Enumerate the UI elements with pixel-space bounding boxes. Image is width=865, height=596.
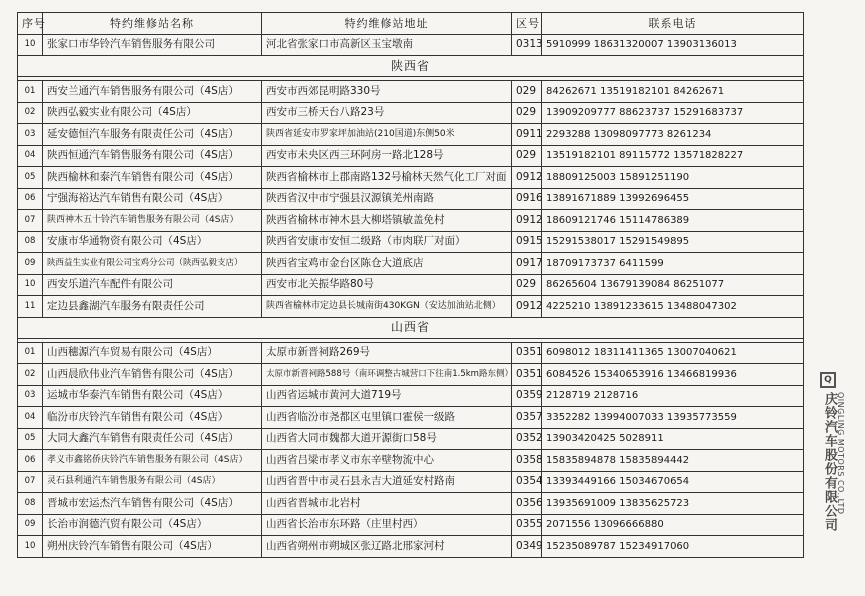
row-seq: 02 bbox=[18, 102, 43, 124]
province-header-shaanxi bbox=[18, 56, 804, 77]
table-row bbox=[18, 407, 804, 429]
row-phone: 18609121746 15114786389 bbox=[542, 210, 804, 232]
row-seq: 06 bbox=[18, 188, 43, 210]
row-seq: 10 bbox=[18, 34, 43, 56]
table-row bbox=[18, 34, 804, 56]
dealer-table bbox=[17, 12, 804, 558]
row-name: 孝义市鑫铭侨庆铃汽车销售服务有限公司（4S店） bbox=[43, 450, 262, 472]
table-row bbox=[18, 296, 804, 318]
table-row bbox=[18, 514, 804, 536]
row-phone: 4225210 13891233615 13488047302 bbox=[542, 296, 804, 318]
row-name: 陕西弘毅实业有限公司（4S店） bbox=[43, 102, 262, 124]
row-address: 陕西省宝鸡市金台区陈仓大道底店 bbox=[262, 253, 512, 275]
row-phone: 13935691009 13835625723 bbox=[542, 493, 804, 515]
table-row bbox=[18, 253, 804, 275]
row-seq: 11 bbox=[18, 296, 43, 318]
row-code: 0351 bbox=[512, 342, 542, 364]
row-seq: 09 bbox=[18, 514, 43, 536]
row-seq: 03 bbox=[18, 124, 43, 146]
header-address: 特约维修站地址 bbox=[262, 13, 512, 35]
header-seq: 序号 bbox=[18, 13, 43, 35]
row-name: 安康市华通物资有限公司（4S店） bbox=[43, 231, 262, 253]
row-code: 0355 bbox=[512, 514, 542, 536]
row-phone: 5910999 18631320007 13903136013 bbox=[542, 34, 804, 56]
row-name: 陕西神木五十铃汽车销售服务有限公司（4S店） bbox=[43, 210, 262, 232]
row-address: 山西省长治市东环路（庄里村西） bbox=[262, 514, 512, 536]
row-address: 陕西省榆林市神木县大柳塔镇敏盖免村 bbox=[262, 210, 512, 232]
row-phone: 13519182101 89115772 13571828227 bbox=[542, 145, 804, 167]
row-phone: 13393449166 15034670654 bbox=[542, 471, 804, 493]
row-phone: 2293288 13098097773 8261234 bbox=[542, 124, 804, 146]
row-name: 宁强海裕达汽车销售有限公司（4S店） bbox=[43, 188, 262, 210]
row-address: 陕西省安康市安恒二级路（市肉联厂对面） bbox=[262, 231, 512, 253]
table-row bbox=[18, 188, 804, 210]
row-code: 0358 bbox=[512, 450, 542, 472]
table-row bbox=[18, 450, 804, 472]
row-code: 0359 bbox=[512, 385, 542, 407]
table-row bbox=[18, 81, 804, 103]
row-phone: 18709173737 6411599 bbox=[542, 253, 804, 275]
row-code: 029 bbox=[512, 145, 542, 167]
row-address: 山西省晋城市北岩村 bbox=[262, 493, 512, 515]
row-seq: 04 bbox=[18, 407, 43, 429]
row-address: 西安市三桥天台八路23号 bbox=[262, 102, 512, 124]
row-address: 山西省吕梁市孝义市东辛壁物流中心 bbox=[262, 450, 512, 472]
table-row bbox=[18, 124, 804, 146]
row-address: 西安市西郊昆明路330号 bbox=[262, 81, 512, 103]
row-name: 运城市华泰汽车销售有限公司（4S店） bbox=[43, 385, 262, 407]
row-code: 0351 bbox=[512, 364, 542, 386]
row-address: 山西省朔州市朔城区张辽路北邢家河村 bbox=[262, 536, 512, 558]
row-code: 0354 bbox=[512, 471, 542, 493]
row-code: 0356 bbox=[512, 493, 542, 515]
table-body-shanxi bbox=[18, 317, 804, 557]
row-code: 029 bbox=[512, 102, 542, 124]
table-row bbox=[18, 274, 804, 296]
row-name: 陕西榆林和泰汽车销售有限公司（4S店） bbox=[43, 167, 262, 189]
row-address: 山西省运城市黄河大道719号 bbox=[262, 385, 512, 407]
row-phone: 13891671889 13992696455 bbox=[542, 188, 804, 210]
row-phone: 84262671 13519182101 84262671 bbox=[542, 81, 804, 103]
province-header-shanxi bbox=[18, 317, 804, 338]
table-row bbox=[18, 210, 804, 232]
row-seq: 01 bbox=[18, 81, 43, 103]
row-code: 0912 bbox=[512, 167, 542, 189]
row-address: 西安市未央区西三环阿房一路北128号 bbox=[262, 145, 512, 167]
row-address: 山西省临汾市尧都区屯里镇口霍侯一级路 bbox=[262, 407, 512, 429]
row-name: 西安兰通汽车销售服务有限公司（4S店） bbox=[43, 81, 262, 103]
table-row bbox=[18, 342, 804, 364]
row-code: 029 bbox=[512, 81, 542, 103]
row-name: 山西晨欣伟业汽车销售有限公司（4S店） bbox=[43, 364, 262, 386]
table-row bbox=[18, 471, 804, 493]
row-phone: 86265604 13679139084 86251077 bbox=[542, 274, 804, 296]
row-code: 0915 bbox=[512, 231, 542, 253]
row-phone: 2071556 13096666880 bbox=[542, 514, 804, 536]
row-address: 太原市新晋祠路269号 bbox=[262, 342, 512, 364]
header-name: 特约维修站名称 bbox=[43, 13, 262, 35]
province-title: 山西省 bbox=[18, 317, 804, 338]
row-name: 张家口市华铃汽车销售服务有限公司 bbox=[43, 34, 262, 56]
row-address: 山西省大同市魏都大道开源街口58号 bbox=[262, 428, 512, 450]
row-seq: 08 bbox=[18, 231, 43, 253]
header-row bbox=[18, 13, 804, 35]
row-address: 陕西省延安市罗家坪加油站(210国道)东侧50米 bbox=[262, 124, 512, 146]
company-watermark bbox=[818, 372, 850, 550]
company-name-english: QINGLING MOTORS CO.,LTD bbox=[836, 392, 845, 515]
qingling-logo-icon: Q bbox=[820, 372, 836, 388]
row-address: 陕西省汉中市宁强县汉源镇羌州南路 bbox=[262, 188, 512, 210]
row-name: 灵石县利通汽车销售服务有限公司（4S店） bbox=[43, 471, 262, 493]
table-row bbox=[18, 428, 804, 450]
row-address: 山西省晋中市灵石县永吉大道延安村路南 bbox=[262, 471, 512, 493]
row-code: 0349 bbox=[512, 536, 542, 558]
table-row bbox=[18, 364, 804, 386]
row-name: 延安德恒汽车服务有限责任公司（4S店） bbox=[43, 124, 262, 146]
table-row bbox=[18, 385, 804, 407]
row-code: 0357 bbox=[512, 407, 542, 429]
row-name: 陕西益生实业有限公司宝鸡分公司（陕西弘毅支店） bbox=[43, 253, 262, 275]
row-code: 0912 bbox=[512, 296, 542, 318]
row-seq: 09 bbox=[18, 253, 43, 275]
row-seq: 05 bbox=[18, 167, 43, 189]
row-seq: 04 bbox=[18, 145, 43, 167]
row-seq: 10 bbox=[18, 536, 43, 558]
row-phone: 15835894878 15835894442 bbox=[542, 450, 804, 472]
row-name: 山西穗源汽车贸易有限公司（4S店） bbox=[43, 342, 262, 364]
table-row bbox=[18, 167, 804, 189]
row-phone: 6098012 18311411365 13007040621 bbox=[542, 342, 804, 364]
row-seq: 07 bbox=[18, 210, 43, 232]
row-name: 西安乐道汽车配件有限公司 bbox=[43, 274, 262, 296]
table-row bbox=[18, 102, 804, 124]
table-body bbox=[18, 34, 804, 317]
row-phone: 18809125003 15891251190 bbox=[542, 167, 804, 189]
row-address: 太原市新晋祠路588号（南环调整古城营口下往南1.5km路东侧） bbox=[262, 364, 512, 386]
header-phone: 联系电话 bbox=[542, 13, 804, 35]
row-seq: 02 bbox=[18, 364, 43, 386]
table-row bbox=[18, 145, 804, 167]
row-name: 朔州庆铃汽车销售有限公司（4S店） bbox=[43, 536, 262, 558]
row-address: 陕西省榆林市上郡南路132号榆林天然气化工厂对面 bbox=[262, 167, 512, 189]
row-phone: 15291538017 15291549895 bbox=[542, 231, 804, 253]
row-code: 029 bbox=[512, 274, 542, 296]
row-code: 0911 bbox=[512, 124, 542, 146]
company-name-vertical: 庆铃汽车股份有限公司 bbox=[822, 392, 837, 532]
table-row bbox=[18, 536, 804, 558]
row-phone: 6084526 15340653916 13466819936 bbox=[542, 364, 804, 386]
row-name: 晋城市宏运杰汽车销售有限公司（4S店） bbox=[43, 493, 262, 515]
row-seq: 03 bbox=[18, 385, 43, 407]
header-code: 区号 bbox=[512, 13, 542, 35]
row-address: 西安市北关振华路80号 bbox=[262, 274, 512, 296]
row-name: 定边县鑫湖汽车服务有限责任公司 bbox=[43, 296, 262, 318]
row-seq: 07 bbox=[18, 471, 43, 493]
row-seq: 05 bbox=[18, 428, 43, 450]
row-seq: 08 bbox=[18, 493, 43, 515]
row-phone: 15235089787 15234917060 bbox=[542, 536, 804, 558]
row-seq: 01 bbox=[18, 342, 43, 364]
row-code: 0916 bbox=[512, 188, 542, 210]
row-name: 长治市润德汽贸有限公司（4S店） bbox=[43, 514, 262, 536]
row-phone: 13909209777 88623737 15291683737 bbox=[542, 102, 804, 124]
row-phone: 13903420425 5028911 bbox=[542, 428, 804, 450]
row-phone: 2128719 2128716 bbox=[542, 385, 804, 407]
row-name: 大同大鑫汽车销售有限责任公司（4S店） bbox=[43, 428, 262, 450]
row-seq: 10 bbox=[18, 274, 43, 296]
row-code: 0313 bbox=[512, 34, 542, 56]
row-seq: 06 bbox=[18, 450, 43, 472]
row-code: 0912 bbox=[512, 210, 542, 232]
row-name: 临汾市庆铃汽车销售有限公司（4S店） bbox=[43, 407, 262, 429]
row-address: 陕西省榆林市定边县长城南街430KGN（安达加油站北侧） bbox=[262, 296, 512, 318]
row-code: 0352 bbox=[512, 428, 542, 450]
table-row bbox=[18, 493, 804, 515]
row-name: 陕西恒通汽车销售服务有限公司（4S店） bbox=[43, 145, 262, 167]
row-phone: 3352282 13994007033 13935773559 bbox=[542, 407, 804, 429]
province-title: 陕西省 bbox=[18, 56, 804, 77]
table-row bbox=[18, 231, 804, 253]
row-address: 河北省张家口市高新区玉宝墩南 bbox=[262, 34, 512, 56]
row-code: 0917 bbox=[512, 253, 542, 275]
